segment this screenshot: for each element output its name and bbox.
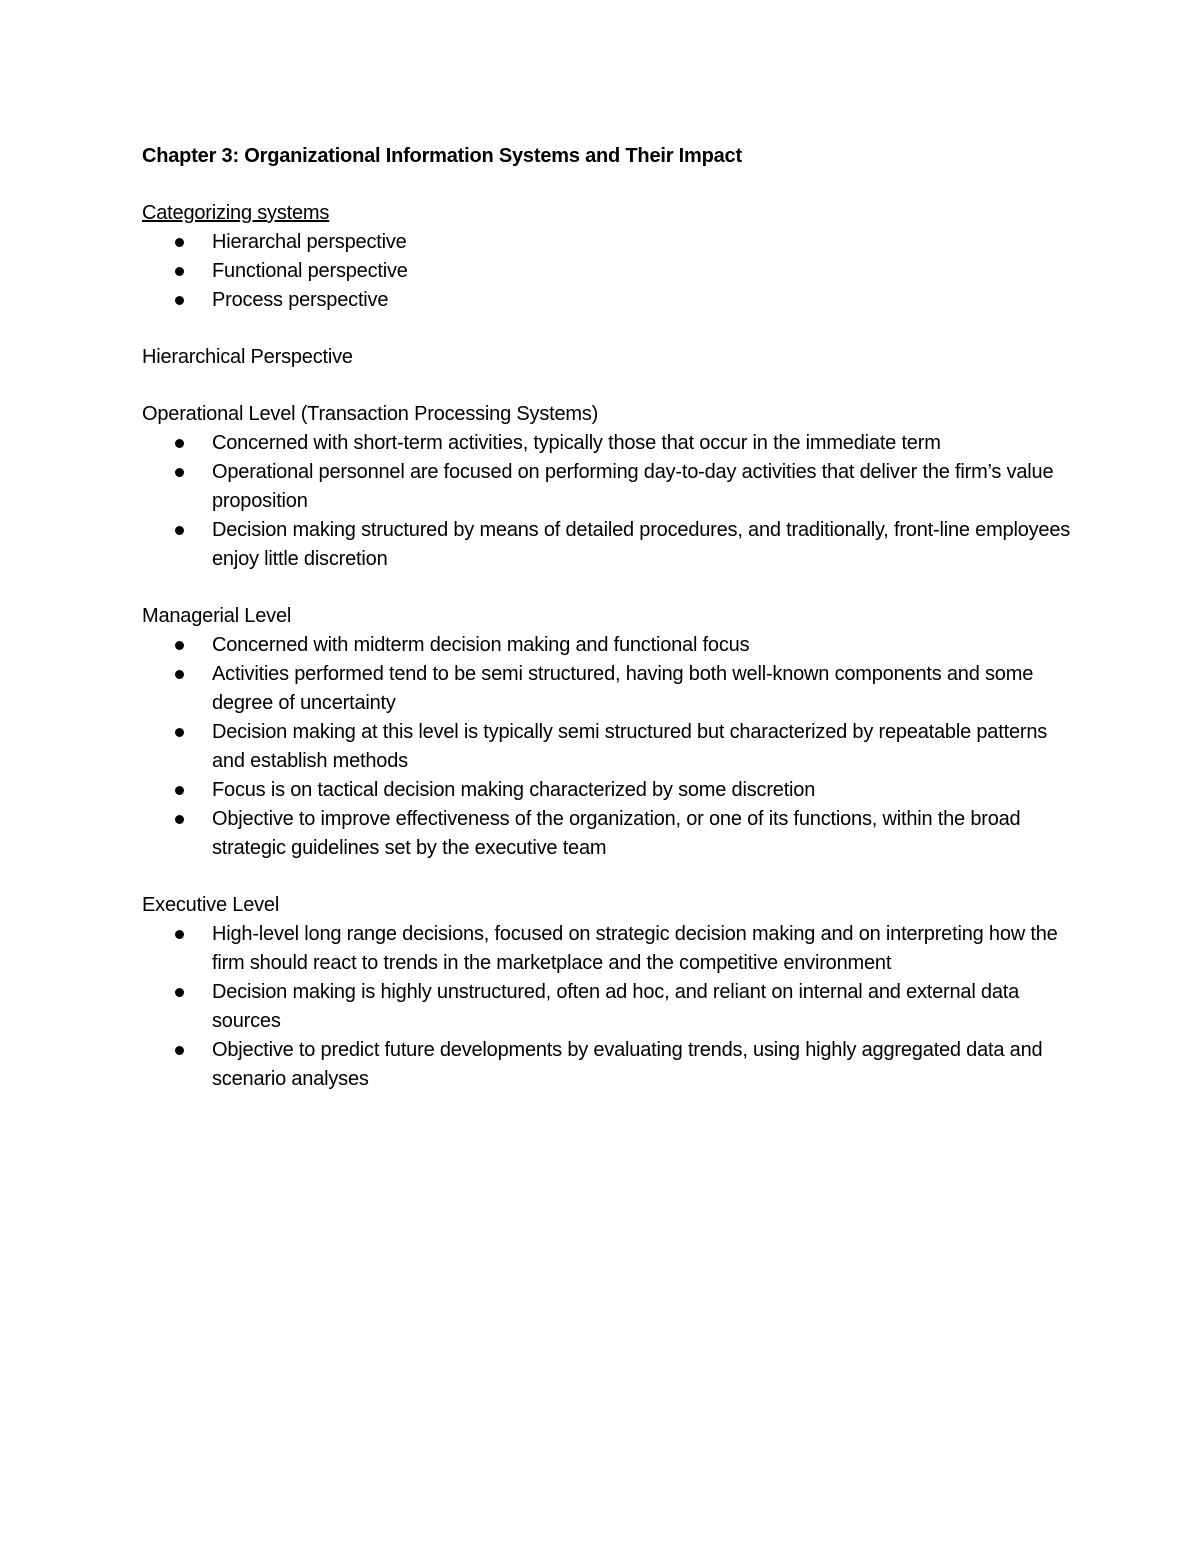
spacer	[142, 863, 1072, 891]
list-item: Process perspective	[142, 286, 1072, 315]
page-title: Chapter 3: Organizational Information Systems and Their Impact	[142, 145, 742, 167]
list-item: Concerned with midterm decision making and functional focus	[142, 631, 1072, 660]
list-item: Concerned with short-term activities, typically those that occur in the immediate term	[142, 429, 1072, 458]
section-heading-operational: Operational Level (Transaction Processing Systems)	[142, 403, 599, 425]
list-item: Activities performed tend to be semi structured, having both well-known components and some degree of uncertainty	[142, 660, 1072, 718]
bullet-list-executive	[142, 920, 1072, 1094]
section-heading-hierarchical: Hierarchical Perspective	[142, 346, 353, 368]
list-item: Focus is on tactical decision making characterized by some discretion	[142, 776, 1072, 805]
list-item: Decision making is highly unstructured, often ad hoc, and reliant on internal and external data sources	[142, 978, 1072, 1036]
document-content	[142, 142, 1072, 1094]
bullet-list-operational	[142, 429, 1072, 574]
bullet-list-managerial	[142, 631, 1072, 863]
list-item: Decision making structured by means of detailed procedures, and traditionally, front-line employees enjoy little discretion	[142, 516, 1072, 574]
list-item: Objective to improve effectiveness of the organization, or one of its functions, within the broad strategic guidelines set by the executive team	[142, 805, 1072, 863]
list-item: Hierarchal perspective	[142, 228, 1072, 257]
list-item: High-level long range decisions, focused on strategic decision making and on interpreting how the firm should react to trends in the marketplace and the competitive environment	[142, 920, 1072, 978]
list-item: Decision making at this level is typically semi structured but characterized by repeatable patterns and establish methods	[142, 718, 1072, 776]
spacer	[142, 574, 1072, 602]
section-heading-managerial: Managerial Level	[142, 605, 292, 627]
bullet-list-categorizing	[142, 228, 1072, 315]
spacer	[142, 171, 1072, 199]
list-item: Functional perspective	[142, 257, 1072, 286]
section-heading-categorizing: Categorizing systems	[142, 202, 330, 224]
section-heading-executive: Executive Level	[142, 894, 280, 916]
spacer	[142, 315, 1072, 343]
spacer	[142, 372, 1072, 400]
list-item: Objective to predict future developments by evaluating trends, using highly aggregated data and scenario analyses	[142, 1036, 1072, 1094]
list-item: Operational personnel are focused on performing day-to-day activities that deliver the firm’s value proposition	[142, 458, 1072, 516]
